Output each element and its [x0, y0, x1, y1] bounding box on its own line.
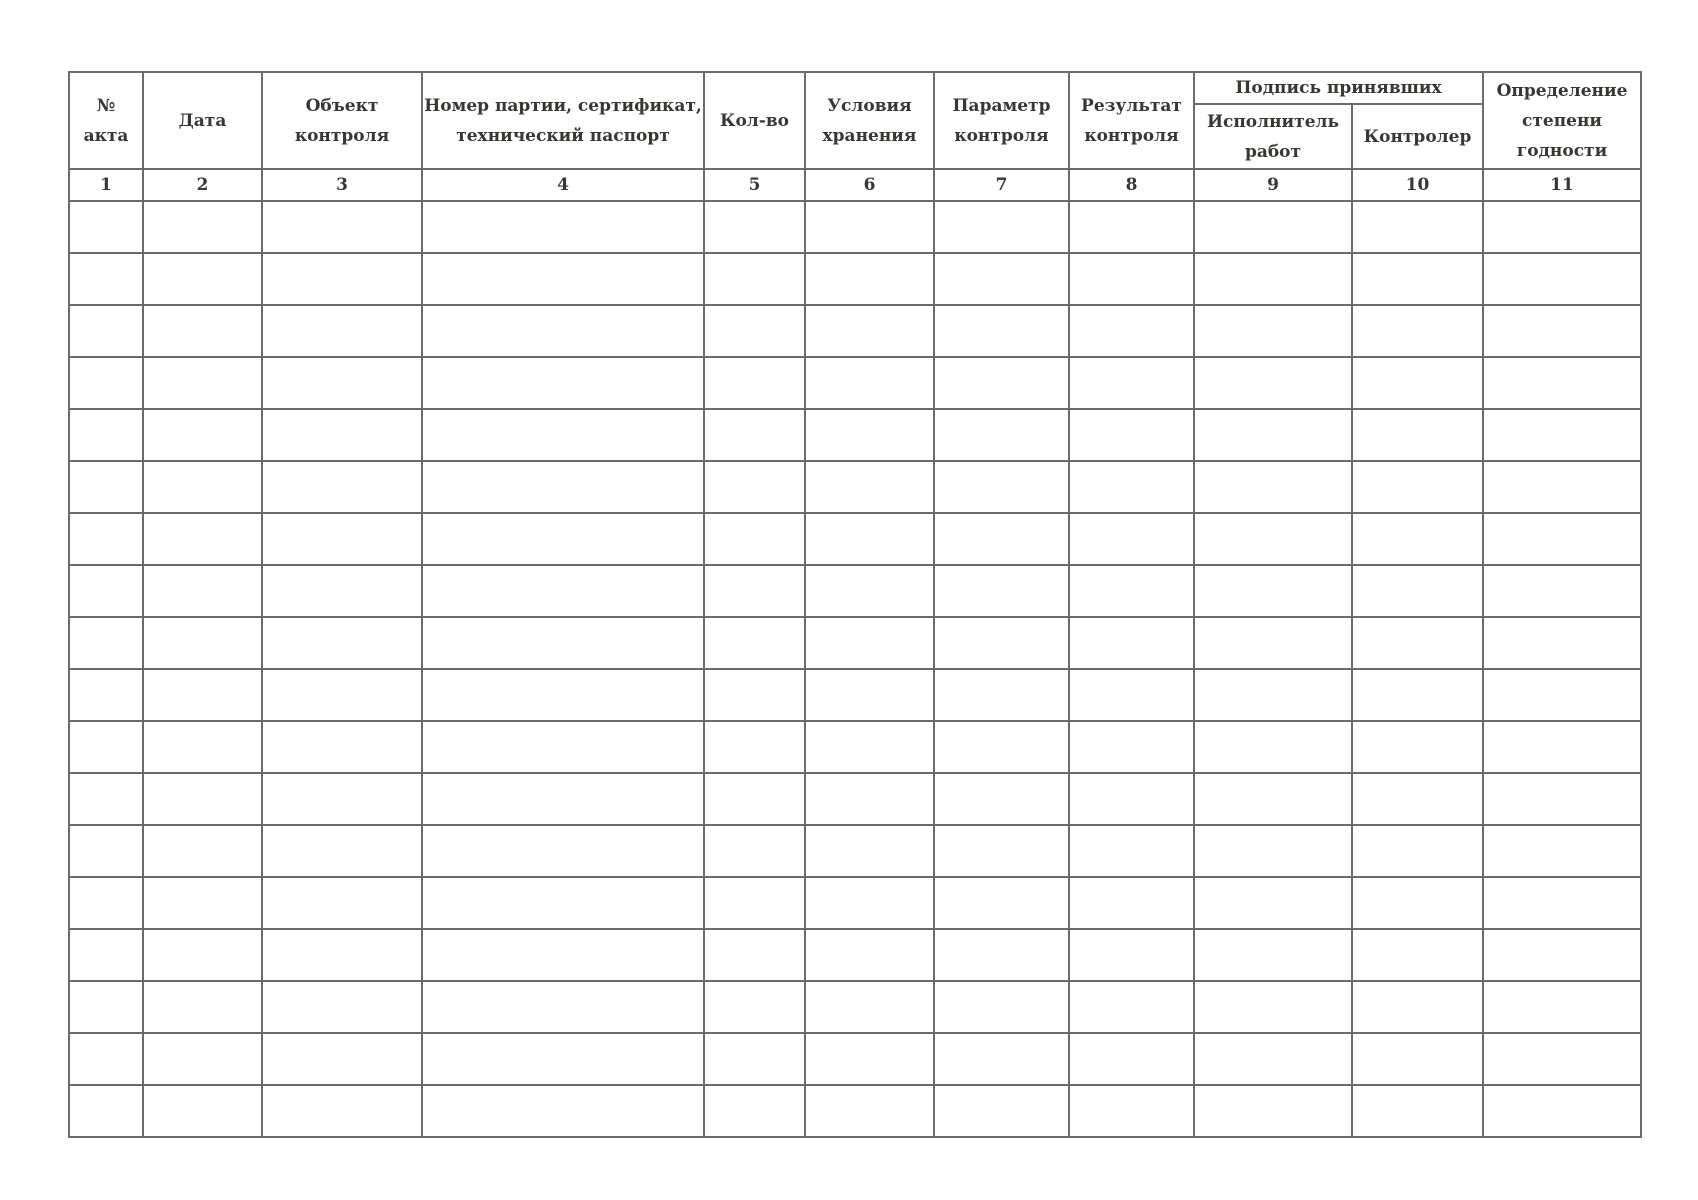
column-number-cell: 10 — [1352, 169, 1483, 201]
table-cell — [69, 513, 143, 565]
table-cell — [805, 305, 934, 357]
table-cell — [805, 565, 934, 617]
table-row — [69, 1033, 1641, 1085]
table-row — [69, 877, 1641, 929]
table-cell — [805, 513, 934, 565]
table-cell — [704, 721, 805, 773]
table-cell — [1352, 981, 1483, 1033]
table-cell — [69, 1085, 143, 1137]
table-cell — [704, 565, 805, 617]
table-cell — [1352, 253, 1483, 305]
table-cell — [1069, 825, 1194, 877]
table-cell — [805, 617, 934, 669]
table-cell — [704, 617, 805, 669]
table-cell — [1194, 513, 1352, 565]
table-cell — [69, 1033, 143, 1085]
table-cell — [805, 877, 934, 929]
table-cell — [422, 617, 704, 669]
header-executor-label: Исполнитель работ — [1206, 111, 1340, 162]
table-cell — [422, 201, 704, 253]
table-row — [69, 461, 1641, 513]
table-cell — [1069, 1033, 1194, 1085]
table-cell — [1352, 513, 1483, 565]
column-number-cell: 6 — [805, 169, 934, 201]
table-cell — [805, 825, 934, 877]
table-cell — [934, 1085, 1069, 1137]
table-cell — [1483, 513, 1641, 565]
header-controller-label: Контролер — [1363, 126, 1472, 147]
table-cell — [1194, 201, 1352, 253]
table-cell — [805, 929, 934, 981]
table-cell — [704, 461, 805, 513]
table-cell — [262, 565, 422, 617]
table-cell — [1483, 825, 1641, 877]
table-cell — [69, 305, 143, 357]
table-cell — [1352, 1085, 1483, 1137]
table-cell — [934, 201, 1069, 253]
table-cell — [1069, 773, 1194, 825]
table-cell — [69, 773, 143, 825]
table-cell — [934, 877, 1069, 929]
table-cell — [1194, 617, 1352, 669]
table-cell — [1483, 669, 1641, 721]
table-cell — [1483, 929, 1641, 981]
table-cell — [704, 981, 805, 1033]
table-cell — [422, 461, 704, 513]
journal-body — [69, 201, 1641, 1137]
table-cell — [1069, 305, 1194, 357]
table-cell — [1483, 981, 1641, 1033]
table-cell — [1194, 721, 1352, 773]
table-row — [69, 617, 1641, 669]
table-cell — [422, 513, 704, 565]
table-cell — [422, 877, 704, 929]
table-cell — [1352, 461, 1483, 513]
table-cell — [1483, 617, 1641, 669]
table-cell — [143, 617, 262, 669]
table-cell — [704, 929, 805, 981]
header-storage-conditions-label: Условия хранения — [822, 95, 917, 146]
table-cell — [805, 1085, 934, 1137]
table-cell — [262, 981, 422, 1033]
header-quantity-label: Кол-во — [720, 110, 789, 131]
table-cell — [422, 669, 704, 721]
table-cell — [143, 1033, 262, 1085]
table-cell — [1069, 617, 1194, 669]
table-cell — [143, 253, 262, 305]
table-cell — [1069, 409, 1194, 461]
table-cell — [69, 877, 143, 929]
table-cell — [1483, 721, 1641, 773]
table-cell — [262, 357, 422, 409]
table-cell — [262, 825, 422, 877]
table-cell — [934, 617, 1069, 669]
column-number-cell: 7 — [934, 169, 1069, 201]
table-cell — [422, 409, 704, 461]
table-cell — [1069, 513, 1194, 565]
table-cell — [143, 773, 262, 825]
table-cell — [1194, 1085, 1352, 1137]
table-cell — [262, 721, 422, 773]
table-cell — [262, 513, 422, 565]
table-cell — [69, 253, 143, 305]
table-cell — [934, 669, 1069, 721]
table-cell — [1352, 201, 1483, 253]
table-cell — [262, 1085, 422, 1137]
table-row — [69, 253, 1641, 305]
table-cell — [934, 357, 1069, 409]
table-cell — [704, 877, 805, 929]
table-cell — [805, 669, 934, 721]
table-cell — [422, 305, 704, 357]
table-cell — [805, 253, 934, 305]
table-cell — [69, 357, 143, 409]
table-cell — [704, 201, 805, 253]
table-cell — [1069, 1085, 1194, 1137]
column-number-row — [69, 169, 1641, 201]
header-suitability — [1483, 72, 1641, 169]
table-cell — [1069, 461, 1194, 513]
table-cell — [69, 825, 143, 877]
table-cell — [1352, 877, 1483, 929]
table-cell — [805, 1033, 934, 1085]
table-cell — [1194, 357, 1352, 409]
table-cell — [1194, 877, 1352, 929]
control-journal-table — [68, 71, 1642, 1138]
table-cell — [704, 305, 805, 357]
table-cell — [1483, 357, 1641, 409]
table-cell — [69, 617, 143, 669]
table-cell — [143, 513, 262, 565]
header-control-object — [262, 72, 422, 169]
table-cell — [1194, 565, 1352, 617]
table-cell — [262, 201, 422, 253]
table-cell — [1352, 825, 1483, 877]
table-cell — [1483, 1085, 1641, 1137]
header-batch-certificate — [422, 72, 704, 169]
table-cell — [1352, 357, 1483, 409]
table-cell — [262, 1033, 422, 1085]
table-row — [69, 773, 1641, 825]
table-cell — [704, 825, 805, 877]
table-cell — [143, 357, 262, 409]
header-control-parameter — [934, 72, 1069, 169]
table-cell — [69, 721, 143, 773]
table-cell — [262, 461, 422, 513]
table-cell — [1352, 565, 1483, 617]
header-control-object-label: Объект контроля — [294, 95, 390, 146]
header-batch-certificate-label: Номер партии, сертификат, технический паспорт — [424, 95, 702, 146]
table-cell — [69, 461, 143, 513]
header-control-result-label: Результат контроля — [1081, 95, 1182, 146]
table-cell — [934, 461, 1069, 513]
table-cell — [805, 201, 934, 253]
table-cell — [1352, 1033, 1483, 1085]
column-number-cell: 1 — [69, 169, 143, 201]
column-number-cell: 3 — [262, 169, 422, 201]
table-cell — [1352, 617, 1483, 669]
table-row — [69, 565, 1641, 617]
table-cell — [143, 877, 262, 929]
table-cell — [704, 357, 805, 409]
table-cell — [1069, 201, 1194, 253]
table-cell — [805, 981, 934, 1033]
table-cell — [1352, 305, 1483, 357]
table-cell — [262, 929, 422, 981]
table-row — [69, 409, 1641, 461]
table-cell — [262, 409, 422, 461]
column-number-cell: 8 — [1069, 169, 1194, 201]
table-cell — [422, 981, 704, 1033]
table-cell — [143, 565, 262, 617]
table-cell — [1352, 409, 1483, 461]
table-cell — [143, 721, 262, 773]
table-cell — [704, 409, 805, 461]
header-storage-conditions — [805, 72, 934, 169]
table-row — [69, 357, 1641, 409]
table-cell — [1483, 409, 1641, 461]
journal-sheet — [68, 71, 1642, 1138]
table-cell — [1069, 669, 1194, 721]
table-cell — [1069, 877, 1194, 929]
header-act-number — [69, 72, 143, 169]
table-cell — [1069, 565, 1194, 617]
table-cell — [262, 253, 422, 305]
table-cell — [69, 929, 143, 981]
table-cell — [1483, 877, 1641, 929]
table-cell — [143, 305, 262, 357]
header-signatures-group — [1194, 72, 1483, 104]
table-cell — [1352, 669, 1483, 721]
header-executor — [1194, 104, 1352, 169]
table-cell — [1483, 201, 1641, 253]
table-cell — [1483, 305, 1641, 357]
table-cell — [143, 669, 262, 721]
table-cell — [1194, 773, 1352, 825]
table-cell — [704, 773, 805, 825]
table-cell — [1194, 981, 1352, 1033]
table-row — [69, 513, 1641, 565]
table-cell — [1069, 721, 1194, 773]
table-cell — [1483, 461, 1641, 513]
table-cell — [934, 253, 1069, 305]
table-cell — [704, 253, 805, 305]
column-number-cell: 9 — [1194, 169, 1352, 201]
table-cell — [143, 409, 262, 461]
table-cell — [1194, 461, 1352, 513]
table-cell — [704, 1033, 805, 1085]
table-cell — [1194, 1033, 1352, 1085]
table-cell — [1069, 357, 1194, 409]
table-cell — [143, 461, 262, 513]
table-cell — [1483, 253, 1641, 305]
table-cell — [934, 981, 1069, 1033]
table-row — [69, 929, 1641, 981]
column-number-cell: 4 — [422, 169, 704, 201]
header-act-number-label: № акта — [83, 95, 129, 146]
header-control-result — [1069, 72, 1194, 169]
table-cell — [143, 981, 262, 1033]
table-cell — [704, 1085, 805, 1137]
table-cell — [69, 565, 143, 617]
table-cell — [934, 565, 1069, 617]
table-cell — [69, 981, 143, 1033]
table-row — [69, 305, 1641, 357]
table-row — [69, 201, 1641, 253]
table-cell — [143, 825, 262, 877]
table-cell — [934, 1033, 1069, 1085]
table-cell — [69, 409, 143, 461]
table-cell — [262, 669, 422, 721]
table-cell — [262, 773, 422, 825]
table-cell — [1194, 669, 1352, 721]
table-cell — [1352, 773, 1483, 825]
table-cell — [1069, 929, 1194, 981]
table-cell — [934, 773, 1069, 825]
table-cell — [805, 409, 934, 461]
table-cell — [422, 357, 704, 409]
table-cell — [1194, 825, 1352, 877]
table-cell — [805, 773, 934, 825]
table-cell — [69, 201, 143, 253]
table-cell — [1352, 929, 1483, 981]
table-cell — [1194, 929, 1352, 981]
table-cell — [934, 513, 1069, 565]
table-cell — [143, 201, 262, 253]
table-cell — [143, 929, 262, 981]
table-cell — [805, 721, 934, 773]
table-cell — [934, 929, 1069, 981]
table-cell — [805, 357, 934, 409]
header-controller — [1352, 104, 1483, 169]
table-cell — [704, 669, 805, 721]
table-row — [69, 981, 1641, 1033]
table-cell — [805, 461, 934, 513]
table-cell — [1483, 1033, 1641, 1085]
table-cell — [1194, 253, 1352, 305]
table-cell — [1352, 721, 1483, 773]
header-date — [143, 72, 262, 169]
table-cell — [1483, 773, 1641, 825]
table-cell — [934, 305, 1069, 357]
column-number-cell: 11 — [1483, 169, 1641, 201]
table-row — [69, 1085, 1641, 1137]
table-cell — [1194, 305, 1352, 357]
table-cell — [422, 1085, 704, 1137]
header-quantity — [704, 72, 805, 169]
table-cell — [422, 253, 704, 305]
table-row — [69, 669, 1641, 721]
table-cell — [934, 825, 1069, 877]
table-cell — [262, 877, 422, 929]
table-cell — [422, 565, 704, 617]
table-row — [69, 721, 1641, 773]
header-date-label: Дата — [178, 110, 227, 131]
table-cell — [934, 409, 1069, 461]
table-row — [69, 825, 1641, 877]
table-cell — [934, 721, 1069, 773]
table-cell — [69, 669, 143, 721]
table-cell — [262, 305, 422, 357]
table-cell — [422, 721, 704, 773]
header-row-top — [69, 72, 1641, 104]
header-suitability-label: Определение степени годности — [1496, 80, 1628, 161]
table-cell — [1483, 565, 1641, 617]
header-control-parameter-label: Параметр контроля — [952, 95, 1051, 146]
table-cell — [704, 513, 805, 565]
table-cell — [422, 929, 704, 981]
table-cell — [143, 1085, 262, 1137]
table-cell — [422, 1033, 704, 1085]
column-number-cell: 5 — [704, 169, 805, 201]
table-cell — [262, 617, 422, 669]
table-cell — [422, 773, 704, 825]
table-cell — [1069, 253, 1194, 305]
header-signatures-group-label: Подпись принявших — [1235, 78, 1442, 98]
table-cell — [1194, 409, 1352, 461]
table-cell — [422, 825, 704, 877]
table-cell — [1069, 981, 1194, 1033]
column-number-cell: 2 — [143, 169, 262, 201]
